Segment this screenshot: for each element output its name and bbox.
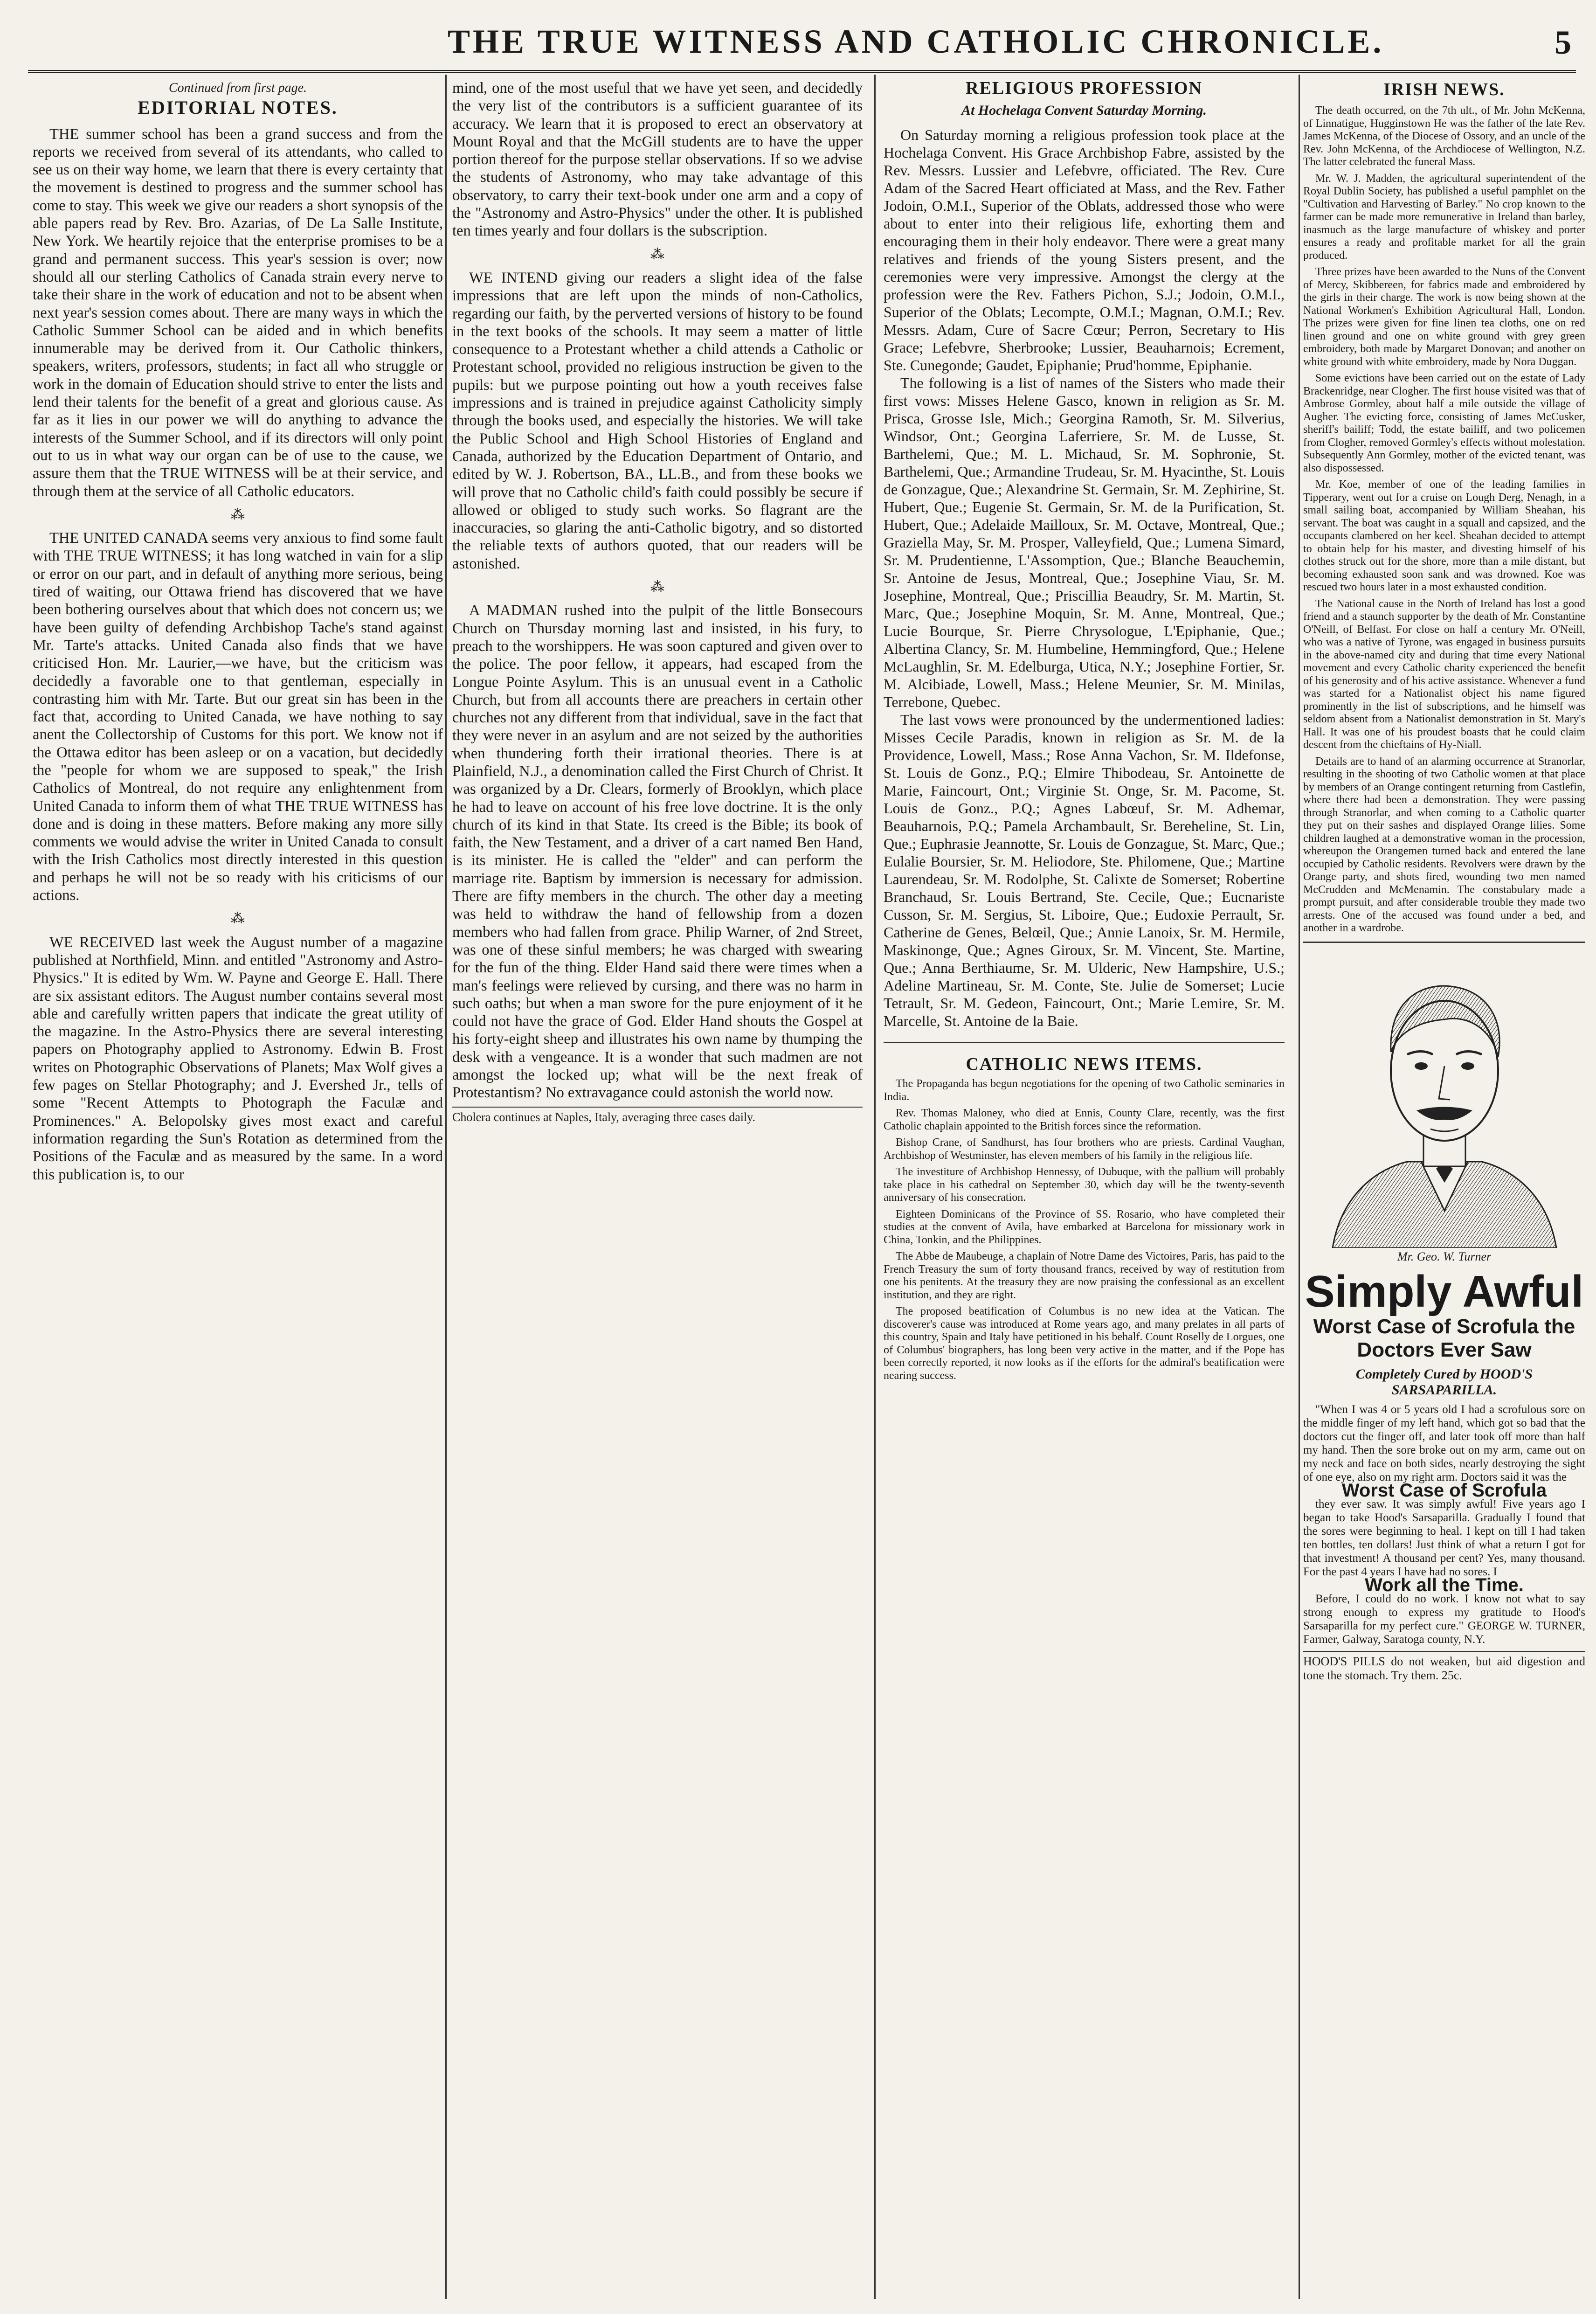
asterism: ⁂ (650, 246, 664, 262)
article-paragraph: On Saturday morning a religious profession took place at the Hochelaga Convent. His Grace Archbishop Fabre, assisted by the Rev. Messrs. Lussier and Lefebvre, officiated. The Rev. Cure Adam of the Sacred Heart officiated at Mass, and the Rev. Father Jodoin, O.M.I., Superior of the Oblats, addressed those who were about to enter into their religious life, exhorting them and encouraging them in their holy endeavor. There were a great many relatives and friends of the young Sisters present, and the ceremonies were very impressive. Amongst the clergy at the profession were the Rev. Fathers Pichon, S.J.; Jodoin, O.M.I., Superior of the Oblats; Lecompte, O.M.I.; Magnan, O.M.I.; Rev. Messrs. Adam, Cure of Sacre Cœur; Perron, Secretary to His Grace; Lefebvre, Sherbrooke; Lussier, Beauharnois; Ecrement, Ste. Cunegonde; Gaudet, Epiphanie; Prud'homme, Epiphanie. (884, 126, 1285, 374)
column-rule (445, 75, 447, 2299)
editorial-heading: EDITORIAL NOTES. (138, 97, 338, 118)
article-paragraph: THE UNITED CANADA seems very anxious to find some fault with THE TRUE WITNESS; it has long watched in vain for a slip or error on our part, and in default of anything more serious, being tired of waiting, our Ottawa friend has discovered that we have been bothering ourselves about that which does not concern us; we have been guilty of defending Archbishop Tache's stand against Mr. Tarte's attacks. United Canada also finds that we have criticised Hon. Mr. Laurier,—we have, but the criticism was decidedly a favorable one to that gentleman, especially in contrasting him with Mr. Tarte. But our great sin has been in the fact that, according to United Canada, we have nothing to say anent the Collectorship of Customs for this port. We know not if the Ottawa editor has been asleep or on a vacation, but decidedly the "people for whom we are supposed to speak," the Irish Catholics of Montreal, do not require any enlightenment from United Canada to inform them of what THE TRUE WITNESS has done and is doing in these matters. Before making any more silly comments we would advise the writer in United Canada to consult with the Irish Catholics most directly interested in this question and perhaps he will not be so ready with his criticisms of our actions. (33, 530, 443, 904)
ad-paragraph: "When I was 4 or 5 years old I had a scrofulous sore on the middle finger of my left hand, which got so bad that the doctors cut the finger off, and later took off more than half my hand. Then the sore broke out on my arm, came out on my neck and face on both sides, nearly destroying the sight of one eye, also on my right arm. Doctors said it was the (1303, 1403, 1585, 1483)
article-paragraph: A MADMAN rushed into the pulpit of the little Bonsecours Church on Thursday morning last and insisted, in his fury, to preach to the worshippers. He was soon captured and given over to the police. The poor fellow, it appears, had escaped from the Longue Pointe Asylum. This is an unusual event in a Catholic Church, but from all accounts there are preachers in certain other churches not any different from that individual, save in the fact that they were never in an asylum and are not seized by the authorities when thundering forth their irrational theories. There is at Plainfield, N.J., a denomination called the First Church of Christ. It was organized by a Dr. Clears, formerly of Brooklyn, which place he had to leave on account of his free love doctrine. It is the only church of its kind in that State. Its creed is the Bible; its book of faith, the New Testament, and a driver of a cart named Ben Hand, is its minister. He is called the "elder" and can perform the marriage rite. Baptism by immersion is necessary for admission. There are fifty members in the church. The other day a meeting was held to withdraw the hand of fellowship from a dozen members who had fallen from grace. Philip Warner, of 2nd Street, was one of these sinful members; he was charged with swearing for the fun of the thing. Elder Hand said there were times when a man's feelings were relieved by cursing, and there was no harm in such oaths; but when a man swore for the pure enjoyment of it he could not have the grace of God. Elder Hand shouts the Gospel at his forty-eight sheep and illustrates his own name by thumping the desk with a vengeance. It is a wonder that such madmen are not amongst the locked up; what will be the next freak of Protestantism? No extravagance could astonish the world now. (452, 602, 863, 1102)
ad-cured-line: Completely Cured by HOOD'S SARSAPARILLA. (1355, 1366, 1533, 1398)
news-item: Some evictions have been carried out on the estate of Lady Brackenridge, near Clogher. The first house visited was that of Ambrose Gormley, about half a mile outside the village of Augher. The evicting force, consisting of James McCusker, sheriff's bailiff; Todd, the estate bailiff, and two policemen from Clogher, removed Gormley's effects without molestation. Subsequently Ann Gormley, mother of the evicted tenant, was also dispossessed. (1303, 372, 1585, 474)
article-paragraph: WE INTEND giving our readers a slight idea of the false impressions that are left upon the minds of non-Catholics, regarding our faith, by the perverted versions of history to be found in the text books of the schools. It may seem a matter of little consequence to a Protestant whether a child attends a Catholic or Protestant school, provided no religious instruction be given to the pupils: but we purpose pointing out how a youth receives false impressions and is trained in prejudice against Catholicity simply through the books used, and especially the histories. We will take the Public School and High School Histories of England and Canada, authorized by the Education Department of Ontario, and edited by W. J. Robertson, BA., LL.B., and from these books we will prove that no Catholic child's faith could possibly be secure if allowed or obliged to study such works. So flagrant are the inaccuracies, so glaring the anti-Catholic bigotry, and so distorted the reliable texts of authors quoted, that our readers will be astonished. (452, 269, 863, 572)
asterism: ⁂ (231, 911, 245, 927)
ad-footer: HOOD'S PILLS do not weaken, but aid digestion and tone the stomach. Try them. 25c. (1303, 1651, 1585, 1683)
asterism: ⁂ (231, 506, 245, 522)
portrait-caption: Mr. Geo. W. Turner (1397, 1249, 1492, 1263)
article-paragraph: THE summer school has been a grand success and from the reports we received from several of its attendants, who called to see us on their way home, we learn that there is every certainty that the movement is destined to progress and the summer school has come to stay. This week we give our readers a short synopsis of the able papers read by Rev. Bro. Azarias, of De La Salle Institute, New York. We heartily rejoice that the enterprise promises to be a grand and permanent success. This year's session is over; now should all our sterling Catholics of Canada strain every nerve to take their share in the work of education and not to be absent when next year's session comes about. There are many ways in which the Catholic Summer School can be aided and in which benefits innumerable may be derived from it. Our Catholic thinkers, speakers, writers, professors, students; in fact all who struggle or work in the domain of Education should strive to enter the lists and lend their talents for the benefit of a great and glorious cause. As far as it lies in our power we will do anything to advance the interests of the Summer School, and if its directors will only point out to us in what way our organ can be of use to the cause, we assure them that the TRUE WITNESS will be at their service, and through them at the service of all Catholic educators. (33, 125, 443, 500)
portrait-engraving (1314, 949, 1575, 1248)
ad-headline: Simply Awful (1305, 1266, 1584, 1316)
section-divider (884, 1042, 1285, 1043)
masthead (28, 14, 1576, 73)
news-item: Mr. Koe, member of one of the leading families in Tipperary, went out for a cruise on Lough Derg, Nenagh, in a small sailing boat, accompanied by William Sheahan, his servant. The boat was caught in a squall and capsized, and the occupants clambered on her keel. Sheahan decided to attempt to obtain help for his master, and divesting himself of his clothes struck out for the shore, more than a mile distant, but becoming exhausted soon sank and was drowned. Koe was rescued two hours later in a most exhausted condition. (1303, 478, 1585, 593)
ad-heading: Work all the Time. (1365, 1574, 1524, 1595)
article-paragraph: The last vows were pronounced by the undermentioned ladies: Misses Cecile Paradis, known in religion as Sr. M. de la Providence, Lowell, Mass.; Rose Anna Vachon, Sr. M. Ildefonse, St. Louis de Gonz., P.Q.; Elmire Thibodeau, Sr. Antoinette de Marie, Faincourt, Ont.; Virginie St. Onge, Sr. M. Pacome, St. Louis de Gonz., P.Q.; Agnes Labœuf, Sr. M. Adhemar, Beauharnois, P.Q.; Pamela Archambault, Sr. Bereheline, St. Lin, Que.; Euphrasie Jeannotte, Sr. Louis de Gonzague, St. Marc, Que.; Eulalie Boursier, Sr. M. Heliodore, Ste. Philomene, Que.; Martine Laurendeau, Sr. M. Rodolphe, St. Calixte de Somerset; Robertine Branchaud, Sr. Louis Bertrand, Ste. Cecile, Que.; Eucnariste Cusson, Sr. M. Sergius, St. Liboire, Que.; Eudoxie Perrault, Sr. Catherine de Genes, Belœil, Que.; Annie Lanoix, Sr. M. Hermile, Maskinonge, Que.; Agnes Giroux, Sr. M. Vincent, Ste. Martine, Que.; Anna Berthiaume, Sr. M. Ulderic, New Hampshire, U.S.; Adeline Martineau, Sr. M. Conte, Ste. Julie de Somerset; Lucie Tetrault, Sr. M. Gedeon, Faincourt, Ont.; Marie Lemire, Sr. M. Marcelle, St. Antoine de la Baie. (884, 711, 1285, 1029)
column-4 (1303, 79, 1585, 2290)
article-paragraph: The following is a list of names of the Sisters who made their first vows: Misses Helene Gasco, known in religion as Sr. M. Prisca, Grosse Isle, Mich.; Georgina Ramoth, Sr. M. Silverius, Windsor, Ont.; Georgina Laferriere, Sr. M. de Lusse, St. Barthelemi, Que.; M. L. Michaud, Sr. M. Sophronie, St. Barthelemi, Que.; Armandine Trudeau, Sr. M. Hyacinthe, St. Louis de Gonzague, Que.; Alexandrine St. Germain, Sr. M. Zephirine, St. Hubert, Que.; Eugenie St. Germain, Sr. M. de la Purification, St. Hubert, Que.; Adelaide Mailloux, Sr. M. Octave, Montreal, Que.; Graziella May, Sr. M. Prosper, Valleyfield, Que.; Lumena Simard, Sr. M. Prudentienne, L'Assomption, Que.; Blanche Beauchemin, Sr. Antoine de Jesus, Montreal, Que.; Josephine Viau, Sr. M. Josephine, Montreal, Que.; Priscillia Beaudry, Sr. M. Martin, St. Marc, Que.; Josephine Moquin, Sr. M. Anne, Montreal, Que.; Lucie Bourque, Sr. Pierre Chrysologue, L'Epiphanie, Que.; Albertina Clancy, Sr. M. Humbeline, Hemmingford, Que.; Helene McLaughlin, Sr. M. Edelburga, Utica, N.Y.; Josephine Fortier, Sr. M. Alcibiade, Lowell, Mass.; Helene Meunier, Sr. M. Minilas, Terrebone, Quebec. (884, 374, 1285, 710)
ad-heading: Worst Case of Scrofula (1341, 1480, 1547, 1501)
column-3 (884, 79, 1285, 2271)
news-items (884, 1078, 1285, 1382)
article-paragraph: mind, one of the most useful that we have yet seen, and decidedly the very list of the contributors is a sufficient guarantee of its accuracy. We learn that it is proposed to erect an observatory at Mount Royal and that the McGill students are to have the upper portion thereof for the purpose stellar observations. If so we advise the students of Astronomy, who may take advantage of this observatory, to carry their text-book under one arm and a copy of the "Astronomy and Astro-Physics" under the other. It is published ten times yearly and four dollars is the subscription. (452, 80, 863, 240)
news-item: Eighteen Dominicans of the Province of SS. Rosario, who have completed their studies at the convent of Avila, have embarked at Barcelona for missionary work in China, Tonkin, and the Philippines. (884, 1208, 1285, 1246)
news-item: Details are to hand of an alarming occurrence at Stranorlar, resulting in the shooting of two Catholic women at that place by members of an Orange contingent returning from Castlefin, where there had been a demonstration. They were passing through Stranorlar, and when coming to a Catholic quarter they put on their sashes and displayed Orange lilies. Some children laughed at a demonstrative woman in the procession, whereupon the Orangemen turned back and entered the lane occupied by Catholic residents. Revolvers were drawn by the Orange party, and shots fired, wounding two men named McCrudden and McMenamin. The constabulary made a prompt pursuit, and after considerable trouble they made two arrests. One of the accused was found under a bed, and another in a wardrobe. (1303, 755, 1585, 934)
ad-body (1303, 1403, 1585, 1683)
ad-paragraph: they ever saw. It was simply awful! Five years ago I began to take Hood's Sarsaparilla. Gradually I found that the sores were beginning to heal. I kept on till I had taken ten bottles, ten dollars! Just think of what a return I got for that investment! A thousand per cent? Yes, many thousand. For the past 4 years I have had no sores. I (1303, 1497, 1585, 1578)
irish-news-heading: IRISH NEWS. (1383, 80, 1505, 99)
column-2 (452, 79, 863, 2271)
column-1 (33, 79, 443, 2271)
news-item: Three prizes have been awarded to the Nuns of the Convent of Mercy, Skibbereen, for fabrics made and embroidered by the girls in their charge. The work is now being shown at the National Workmen's Exhibition Agricultural Hall, London. The prizes were given for fine linen tea cloths, one on red linen ground and one on white ground with grey green embroidery, both made by Margaret Donovan; and another on white ground with white embroidery, made by Nora Duggan. (1303, 266, 1585, 368)
profession-heading: RELIGIOUS PROFESSION (966, 79, 1202, 98)
column-rule (874, 75, 876, 2299)
news-item: Rev. Thomas Maloney, who died at Ennis, County Clare, recently, was the first Catholic chaplain appointed to the British forces since the reformation. (884, 1107, 1285, 1132)
news-item: The death occurred, on the 7th ult., of Mr. John McKenna, of Linnatigue, Hugginstown He was the father of the late Rev. James McKenna, of the Diocese of Ossory, and an uncle of the Rev. John McKenna, of the Archdiocese of Wellington, N.Z. The latter celebrated the funeral Mass. (1303, 104, 1585, 168)
ad-paragraph: Before, I could do no work. I know not what to say strong enough to express my gratitude to Hood's Sarsaparilla for my perfect cure." GEORGE W. TURNER, Farmer, Galway, Saratoga county, N.Y. (1303, 1592, 1585, 1646)
page-number: 5 (1555, 24, 1571, 61)
news-item: Mr. W. J. Madden, the agricultural superintendent of the Royal Dublin Society, has published a useful pamphlet on the "Cultivation and Harvesting of Barley." No crop known to the farmer can be made more remunerative in Ireland than barley, inasmuch as the large manufacture of whiskey and porter ensures a ready and profitable market for all the grain produced. (1303, 172, 1585, 262)
irish-news-items (1303, 104, 1585, 935)
news-item: The proposed beatification of Columbus is no new idea at the Vatican. The discoverer's cause was introduced at Rome years ago, and many prelates in all parts of this country, Spain and Italy have petitioned in his behalf. Count Roselly de Lorgues, one of Columbus' biographers, has long been very active in the matter, and if the Pope has been correctly reported, it now looks as if the efforts for the admiral's beatification were nearing success. (884, 1305, 1285, 1382)
news-item: The Abbe de Maubeuge, a chaplain of Notre Dame des Victoires, Paris, has paid to the French Treasury the sum of forty thousand francs, received by way of restitution from one his penitents. At the treasury they are now praising the confessional as an excellent institution, and they are right. (884, 1250, 1285, 1301)
news-item: The National cause in the North of Ireland has lost a good friend and a staunch supporter by the death of Mr. Constantine O'Neill, of Belfast. For close on half a century Mr. O'Neill, who was a native of Tyrone, was engaged in business pursuits in the above-named city and during that time every National movement and every Catholic charity experienced the benefit of his generosity and of his active assistance. Whenever a fund was started for a Nationalist object his name figured prominently in the list of subscriptions, and he himself was seldom absent from a Nationalist demonstration in St. Mary's Hall. It was one of his proudest boasts that he could claim descent from the chieftains of Hy-Niall. (1303, 597, 1585, 751)
asterism: ⁂ (650, 579, 664, 595)
continued-note: Continued from first page. (168, 81, 307, 95)
column-rule (1299, 75, 1300, 2299)
news-item: The Propaganda has begun negotiations for the opening of two Catholic seminaries in India. (884, 1078, 1285, 1103)
profession-subheading: At Hochelaga Convent Saturday Morning. (961, 103, 1207, 118)
news-items-heading: CATHOLIC NEWS ITEMS. (966, 1054, 1202, 1074)
news-item: Bishop Crane, of Sandhurst, has four brothers who are priests. Cardinal Vaughan, Archbishop of Westminster, has eleven members of his family in the religious life. (884, 1136, 1285, 1162)
news-item: The investiture of Archbishop Hennessy, of Dubuque, with the pallium will probably take place in his cathedral on September 30, which day will be the twenty-seventh anniversary of his consecration. (884, 1166, 1285, 1204)
article-paragraph: WE RECEIVED last week the August number of a magazine published at Northfield, Minn. and entitled "Astronomy and Astro-Physics." It is edited by Wm. W. Payne and George E. Hall. There are six assistant editors. The August number contains several most able and carefully written papers that indicate the great utility of the magazine. In the Astro-Physics there are several interesting papers on Photography applied to Astronomy. Edwin B. Frost writes on Photographic Observations of Planets; Max Wolf gives a few pages on Stellar Photography; and J. Evershed Jr., tells of some "Recent Attempts to Photograph the Faculæ and Prominences." A. Belopolsky gives most exact and careful information regarding the Sun's Rotation as determined from the Positions of the Faculæ and as measured by the same. In a word this publication is, to our (33, 934, 443, 1183)
news-brief: Cholera continues at Naples, Italy, averaging three cases daily. (452, 1107, 863, 1124)
newspaper-title: THE TRUE WITNESS AND CATHOLIC CHRONICLE. (448, 23, 1384, 60)
ad-subheadline: Worst Case of Scrofula the Doctors Ever Saw (1313, 1315, 1575, 1361)
section-divider (1303, 942, 1585, 943)
